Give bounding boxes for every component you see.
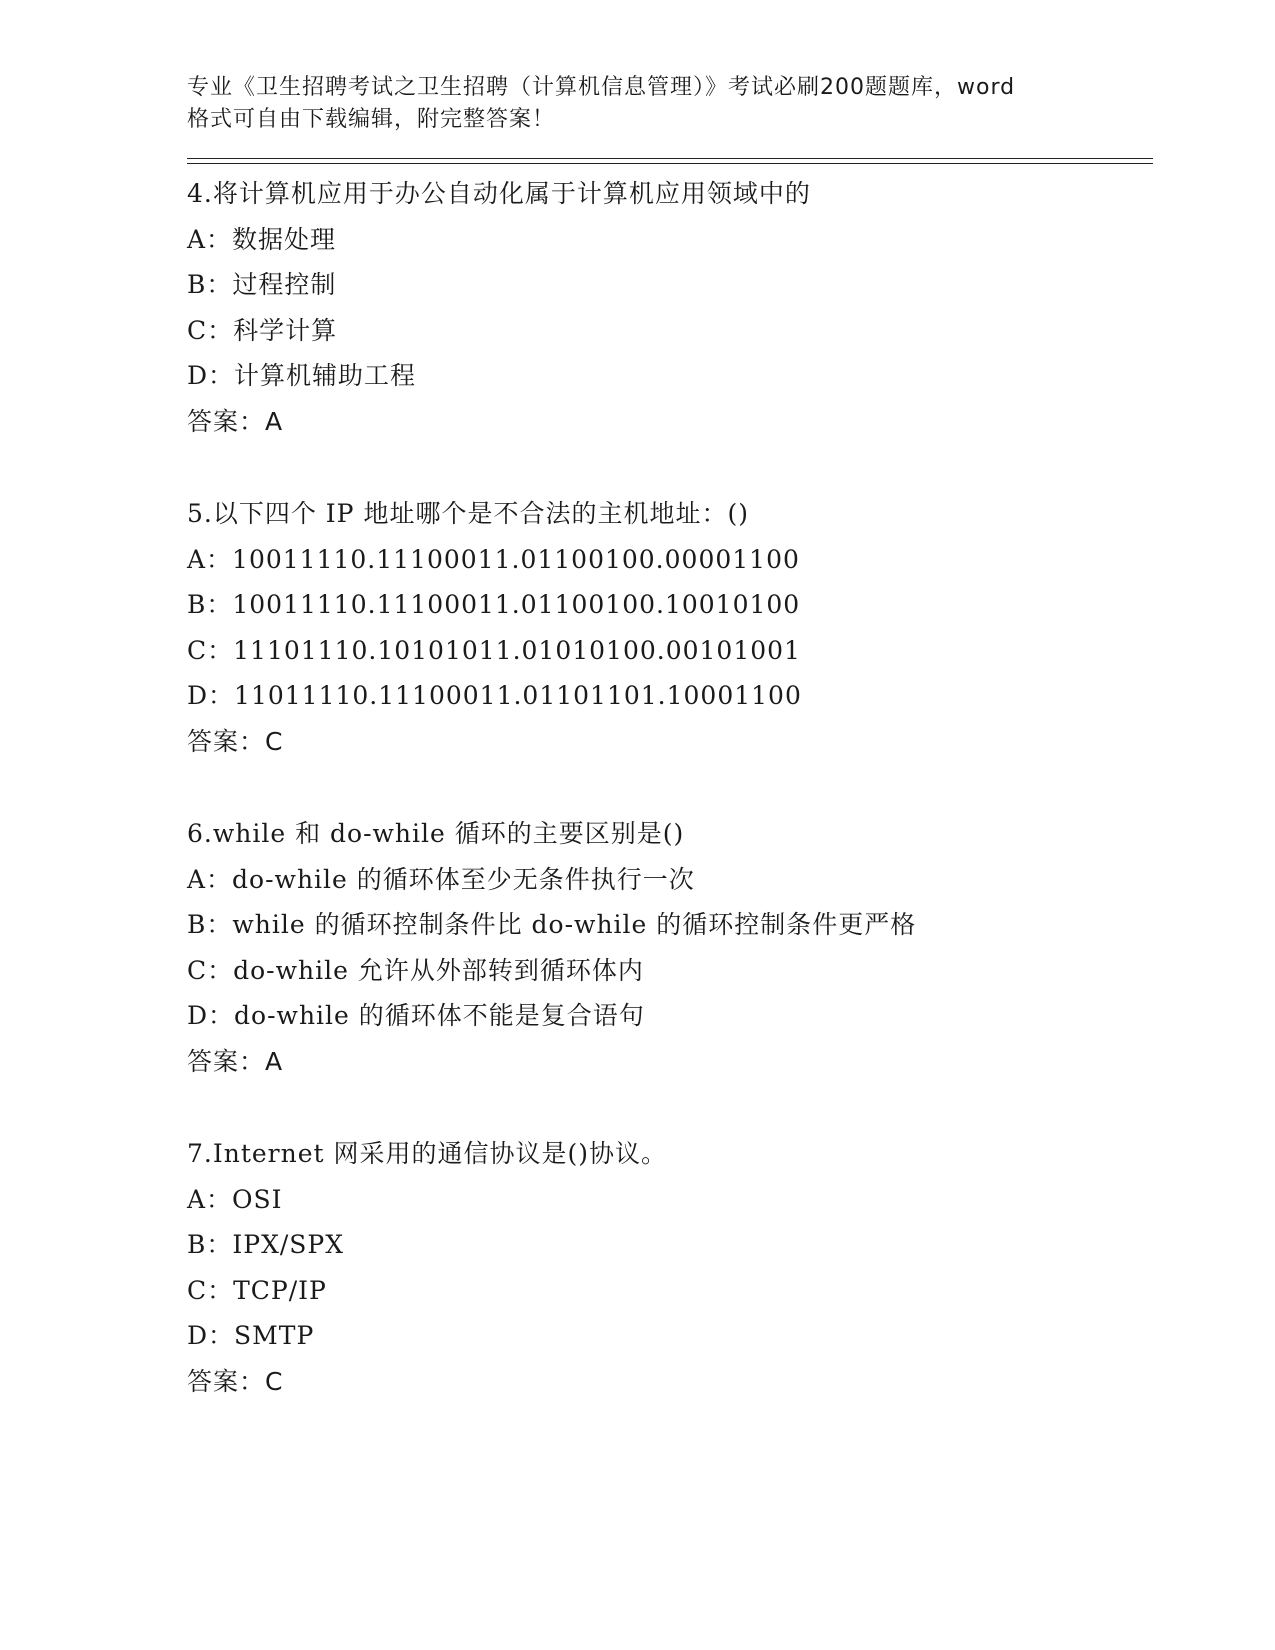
answer-line: 答案：C bbox=[187, 726, 284, 756]
option-a: A：数据处理 bbox=[187, 224, 337, 254]
option-a: A：OSI bbox=[187, 1184, 283, 1214]
option-d: D：计算机辅助工程 bbox=[187, 361, 417, 390]
question-stem: 6.while 和 do-while 循环的主要区别是() bbox=[187, 819, 685, 848]
question-stem: 5.以下四个 IP 地址哪个是不合法的主机地址：() bbox=[187, 499, 749, 528]
option-d: D：do-while 的循环体不能是复合语句 bbox=[187, 1001, 645, 1030]
option-b: B：IPX/SPX bbox=[187, 1230, 345, 1259]
option-c: C：TCP/IP bbox=[187, 1275, 327, 1305]
option-c: C：科学计算 bbox=[187, 315, 338, 345]
question-4 bbox=[187, 171, 1147, 444]
question-7 bbox=[187, 1131, 1147, 1404]
option-a: A：10011110.11100011.01100100.00001100 bbox=[187, 544, 800, 574]
document-header bbox=[187, 72, 1147, 136]
header-line-1: 专业《卫生招聘考试之卫生招聘（计算机信息管理）》考试必刷200题题库，word bbox=[187, 75, 1016, 100]
option-d: D：SMTP bbox=[187, 1321, 315, 1350]
question-5 bbox=[187, 491, 1147, 764]
question-6 bbox=[187, 811, 1147, 1084]
option-b: B：过程控制 bbox=[187, 270, 337, 299]
answer-line: 答案：A bbox=[187, 1046, 284, 1076]
option-c: C：do-while 允许从外部转到循环体内 bbox=[187, 955, 644, 985]
answer-line: 答案：A bbox=[187, 406, 284, 436]
option-c: C：11101110.10101011.01010100.00101001 bbox=[187, 635, 801, 665]
header-line-2: 格式可自由下载编辑，附完整答案！ bbox=[187, 107, 556, 132]
option-b: B：while 的循环控制条件比 do-while 的循环控制条件更严格 bbox=[187, 910, 917, 939]
option-b: B：10011110.11100011.01100100.10010100 bbox=[187, 590, 801, 619]
option-d: D：11011110.11100011.01101101.10001100 bbox=[187, 681, 802, 710]
document-page bbox=[187, 72, 1147, 1404]
answer-line: 答案：C bbox=[187, 1366, 284, 1396]
option-a: A：do-while 的循环体至少无条件执行一次 bbox=[187, 864, 695, 894]
question-stem: 7.Internet 网采用的通信协议是()协议。 bbox=[187, 1139, 668, 1168]
question-stem: 4.将计算机应用于办公自动化属于计算机应用领域中的 bbox=[187, 179, 811, 208]
